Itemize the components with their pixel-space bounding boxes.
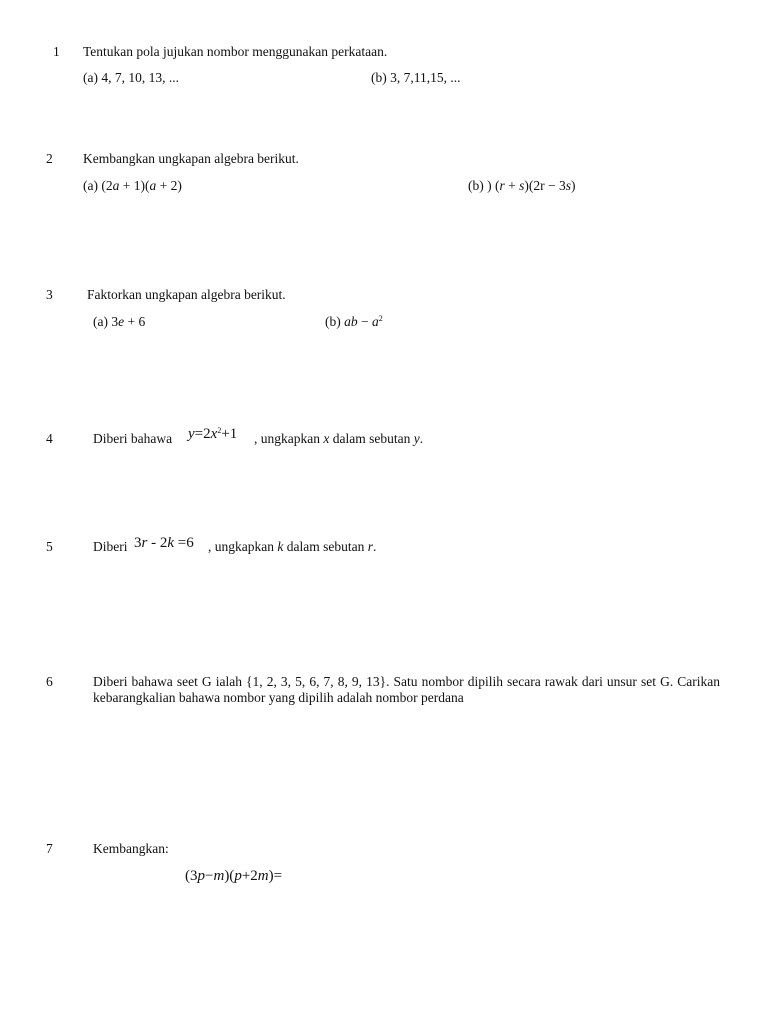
part-a: (a) (2a + 1)(a + 2) [83, 178, 182, 193]
question-instruction: Tentukan pola jujukan nombor menggunakan perkataan. [83, 44, 388, 59]
question-number: 1 [53, 44, 60, 59]
part-b: (b) ) (r + s)(2r − 3s) [468, 178, 576, 193]
equation: 3r - 2k =6 [134, 535, 194, 551]
part-a: (a) 3e + 6 [93, 314, 146, 329]
question-number: 2 [46, 151, 53, 166]
question-instruction: Faktorkan ungkapan algebra berikut. [87, 287, 286, 302]
question-suffix: , ungkapkan k dalam sebutan r. [208, 539, 377, 554]
equation: $y=2x^2+1$ [188, 426, 238, 442]
part-b: (b) ab − $a^2$ [325, 314, 383, 329]
question-number: 6 [46, 674, 53, 689]
part-b: (b) 3, 7,11,15, ... [371, 70, 461, 85]
question-number: 4 [46, 431, 53, 446]
question-text: Diberi bahawa seet G ialah {1, 2, 3, 5, 6, 7, 8, 9, 13}. Satu nombor dipilih secara rawak dari unsur set G. Carikan kebarangkalian bahawa nombor yang dipilih adalah nombor perdana [93, 674, 720, 705]
question-suffix: , ungkapkan x dalam sebutan y. [254, 431, 424, 446]
question-prefix: Diberi bahawa [93, 431, 173, 446]
question-number: 3 [46, 287, 53, 302]
question-prefix: Diberi [93, 539, 128, 554]
part-a: (a) 4, 7, 10, 13, ... [83, 70, 179, 85]
question-number: 7 [46, 841, 53, 856]
question-instruction: Kembangkan: [93, 841, 169, 856]
question-instruction: Kembangkan ungkapan algebra berikut. [83, 151, 299, 166]
question-number: 5 [46, 539, 53, 554]
equation: (3p−m)(p+2m)= [185, 868, 283, 884]
